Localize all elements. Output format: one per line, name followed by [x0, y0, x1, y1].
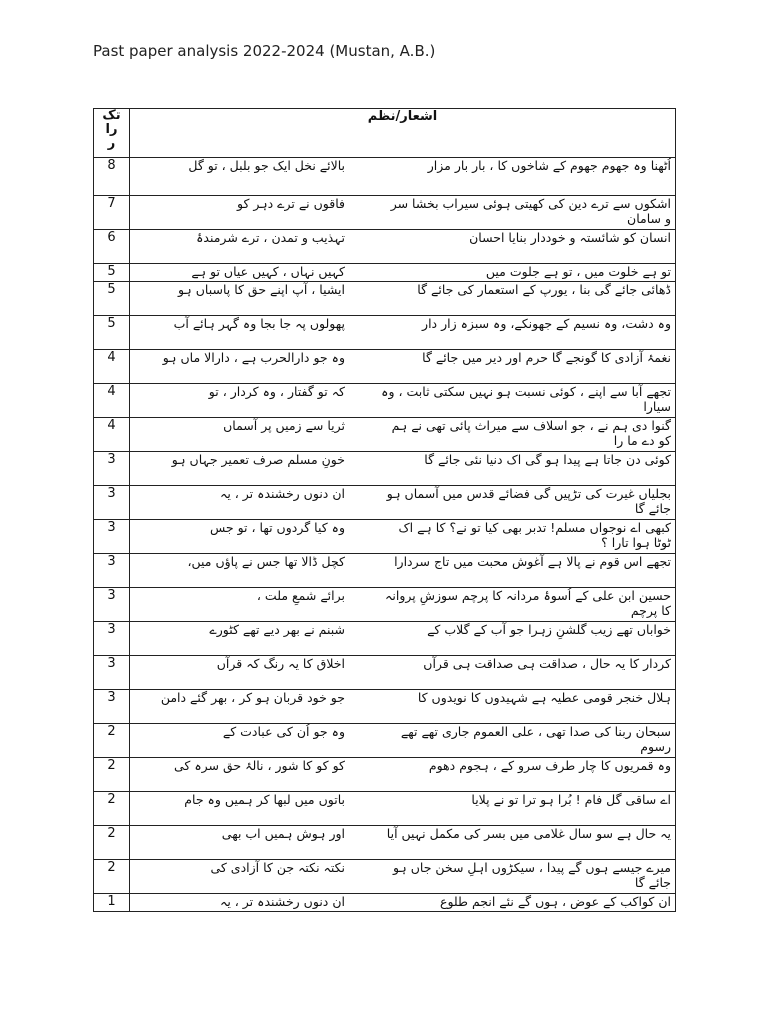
- table-row: [94, 656, 676, 690]
- verse-cell: [130, 554, 676, 588]
- verse-first-hemistich: اے ساقی گل فام ! بُرا ہو ترا تو نے پلایا: [471, 792, 671, 807]
- verse-second-hemistich: اخلاق کا یہ رنگ کہ قرآں: [216, 656, 345, 671]
- table-row: [94, 826, 676, 860]
- verse-first-hemistich: سبحان ربنا کی صدا تھی ، علی العموم جاری تھے تھے رسوم: [400, 724, 671, 754]
- frequency-cell: 1: [94, 894, 130, 912]
- verse-first-hemistich: کبھی اے نوجواں مسلم! تدبر بھی کیا تو نے؟ کا ہے اک ٹوٹا ہوا تارا ؟: [398, 520, 671, 550]
- verse-second-hemistich: فاقوں نے ترے دہر کو: [237, 196, 345, 211]
- verse-first-hemistich: کوئی دن جاتا ہے پیدا ہو گی اک دنیا نئی جائے گا: [424, 452, 671, 467]
- verse-cell: [130, 418, 676, 452]
- frequency-cell: 3: [94, 452, 130, 486]
- verse-first-hemistich: اشکوں سے ترے دین کی کھیتی ہوئی سیراب بخشا سر و سامان: [390, 196, 671, 226]
- verse-second-hemistich: کچل ڈالا تھا جس نے پاؤں میں،: [187, 554, 345, 569]
- header-frequency: [94, 109, 130, 158]
- table-row: [94, 690, 676, 724]
- table-row: [94, 792, 676, 826]
- frequency-cell: 5: [94, 316, 130, 350]
- page-title: Past paper analysis 2022-2024 (Mustan, A.B.): [93, 42, 436, 60]
- verse-first-hemistich: تجھے آبا سے اپنے ، کوئی نسبت ہو نہیں سکتی ثابت ، وہ سیارا: [381, 384, 671, 414]
- frequency-cell: 3: [94, 690, 130, 724]
- table-row: [94, 554, 676, 588]
- verse-cell: [130, 894, 676, 912]
- verse-second-hemistich: برائے شمعِ ملت ،: [256, 588, 345, 603]
- verse-second-hemistich: وہ جو اُن کی عبادت کے: [222, 724, 345, 739]
- frequency-cell: 2: [94, 860, 130, 894]
- table-row: [94, 230, 676, 264]
- frequency-cell: 3: [94, 554, 130, 588]
- frequency-cell: 5: [94, 264, 130, 282]
- verse-second-hemistich: ثریا سے زمیں پر آسماں: [223, 418, 345, 433]
- verse-second-hemistich: شبنم نے بھر دیے تھے کٹورے: [209, 622, 345, 637]
- verse-first-hemistich: نغمۂ آزادی کا گونجے گا حرم اور دیر میں جائے گا: [422, 350, 671, 365]
- verse-second-hemistich: کو کو کا شور ، نالۂ حق سرہ کی: [173, 758, 345, 773]
- frequency-cell: 3: [94, 622, 130, 656]
- table-row: [94, 486, 676, 520]
- table-row: [94, 588, 676, 622]
- verse-cell: [130, 860, 676, 894]
- verse-second-hemistich: نکتہ نکتہ جن کا آزادی کی: [210, 860, 345, 875]
- verse-cell: [130, 316, 676, 350]
- verse-first-hemistich: وہ دشت، وہ نسیم کے جھونکے، وہ سبزہ زار دار: [422, 316, 671, 331]
- frequency-cell: 3: [94, 486, 130, 520]
- verse-first-hemistich: ہلال خنجر قومی عطیہ ہے شہیدوں کا نویدوں کا: [417, 690, 671, 705]
- frequency-cell: 5: [94, 282, 130, 316]
- verse-second-hemistich: وہ جو دارالحرب ہے ، دارالا ماں ہو: [162, 350, 345, 365]
- verse-cell: [130, 826, 676, 860]
- verse-second-hemistich: جو خود قربان ہو کر ، بھر گئے دامن: [160, 690, 345, 705]
- table-row: [94, 758, 676, 792]
- frequency-cell: 7: [94, 196, 130, 230]
- verse-cell: [130, 656, 676, 690]
- verse-cell: [130, 158, 676, 196]
- verse-cell: [130, 350, 676, 384]
- frequency-cell: 4: [94, 418, 130, 452]
- verse-cell: [130, 452, 676, 486]
- verse-first-hemistich: انسان کو شائستہ و خوددار بنایا احسان: [469, 230, 671, 245]
- verse-first-hemistich: وہ قمریوں کا چار طرف سرو کے ، ہجوم دھوم: [428, 758, 671, 773]
- verse-second-hemistich: باتوں میں لبھا کر ہمیں وہ جام: [184, 792, 345, 807]
- verse-first-hemistich: ڈھائی جائے گی بنا ، یورپ کے استعمار کی جائے گا: [417, 282, 671, 297]
- verse-first-hemistich: میرے جیسے ہوں گے پیدا ، سیکڑوں اہلِ سخن جاں ہو جائے گا: [392, 860, 671, 890]
- table-row: [94, 520, 676, 554]
- table-row: [94, 860, 676, 894]
- frequency-cell: 2: [94, 724, 130, 758]
- header-frequency-char: ر: [107, 136, 116, 151]
- verse-second-hemistich: بالائے نخل ایک جو بلبل ، تو گل: [188, 158, 345, 173]
- frequency-cell: 3: [94, 656, 130, 690]
- verse-first-hemistich: گنوا دی ہم نے ، جو اسلاف سے میراث پائی تھی نے ہم کو دے ما را: [391, 418, 671, 448]
- verse-cell: [130, 282, 676, 316]
- frequency-cell: 6: [94, 230, 130, 264]
- verse-first-hemistich: تو ہے خلوت میں ، تو ہے جلوت میں: [485, 264, 671, 279]
- header-frequency-char: تک: [102, 108, 121, 123]
- frequency-cell: 2: [94, 826, 130, 860]
- verse-second-hemistich: ان دنوں رخشندہ تر ، یہ: [220, 894, 345, 909]
- verse-first-hemistich: حسین ابن علی کے اُسوۂ مردانہ کا پرچم سوزشِ پروانہ کا پرچم: [385, 588, 671, 618]
- table-header-row: [94, 109, 676, 158]
- verse-cell: [130, 384, 676, 418]
- verse-second-hemistich: ان دنوں رخشندہ تر ، یہ: [220, 486, 345, 501]
- table-row: [94, 622, 676, 656]
- frequency-cell: 4: [94, 350, 130, 384]
- verse-cell: [130, 196, 676, 230]
- header-verses: اشعار/نظم: [130, 109, 676, 158]
- verse-second-hemistich: کہیں نہاں ، کہیں عیاں تو ہے: [191, 264, 345, 279]
- table-row: [94, 384, 676, 418]
- table-row: [94, 264, 676, 282]
- verse-first-hemistich: اُٹھنا وہ جھوم جھوم کے شاخوں کا ، بار بار مزار: [427, 158, 671, 173]
- verse-cell: [130, 622, 676, 656]
- verse-first-hemistich: تجھے اس قوم نے پالا ہے آغوش محبت میں تاج سردارا: [394, 554, 671, 569]
- verse-second-hemistich: پھولوں پہ جا بجا وہ گہر ہائے آب: [173, 316, 345, 331]
- verse-cell: [130, 588, 676, 622]
- frequency-cell: 8: [94, 158, 130, 196]
- verse-cell: [130, 758, 676, 792]
- verse-cell: [130, 792, 676, 826]
- verse-second-hemistich: خونِ مسلم صرف تعمیر جہاں ہو: [171, 452, 345, 467]
- frequency-cell: 3: [94, 520, 130, 554]
- frequency-cell: 2: [94, 792, 130, 826]
- verse-first-hemistich: خواباں تھے زیب گلشنِ زہرا جو آب کے گلاب کے: [427, 622, 671, 637]
- verse-cell: [130, 724, 676, 758]
- verse-first-hemistich: بجلیاں غیرت کی تڑپیں گی فضائے قدس میں آسماں ہو جائے گا: [386, 486, 671, 516]
- verse-second-hemistich: تہذیب و تمدن ، ترے شرمندۂ: [196, 230, 345, 245]
- header-frequency-char: را: [105, 122, 118, 137]
- verse-cell: [130, 230, 676, 264]
- table-row: [94, 158, 676, 196]
- table-row: [94, 418, 676, 452]
- verse-cell: [130, 264, 676, 282]
- table-row: [94, 350, 676, 384]
- table-row: [94, 316, 676, 350]
- table-row: [94, 282, 676, 316]
- frequency-cell: 3: [94, 588, 130, 622]
- verse-first-hemistich: یہ حال ہے سو سال غلامی میں بسر کی مکمل نہیں آیا: [386, 826, 671, 841]
- table-row: [94, 894, 676, 912]
- verse-first-hemistich: کردار کا یہ حال ، صداقت ہی صداقت ہی قرآں: [423, 656, 671, 671]
- verse-second-hemistich: اور ہوش ہمیں اب بھی: [221, 826, 345, 841]
- verse-cell: [130, 690, 676, 724]
- frequency-cell: 4: [94, 384, 130, 418]
- verse-second-hemistich: ایشیا ، آپ اپنے حق کا پاسباں ہو: [177, 282, 345, 297]
- verse-cell: [130, 520, 676, 554]
- table-row: [94, 724, 676, 758]
- table-row: [94, 196, 676, 230]
- frequency-cell: 2: [94, 758, 130, 792]
- verse-first-hemistich: ان کواکب کے عوض ، ہوں گے نئے انجم طلوع: [439, 894, 671, 909]
- verse-cell: [130, 486, 676, 520]
- verses-table: [93, 108, 676, 912]
- verse-second-hemistich: وہ کیا گردوں تھا ، تو جس: [209, 520, 345, 535]
- table-row: [94, 452, 676, 486]
- verse-second-hemistich: کہ تو گفتار ، وہ کردار ، تو: [208, 384, 345, 399]
